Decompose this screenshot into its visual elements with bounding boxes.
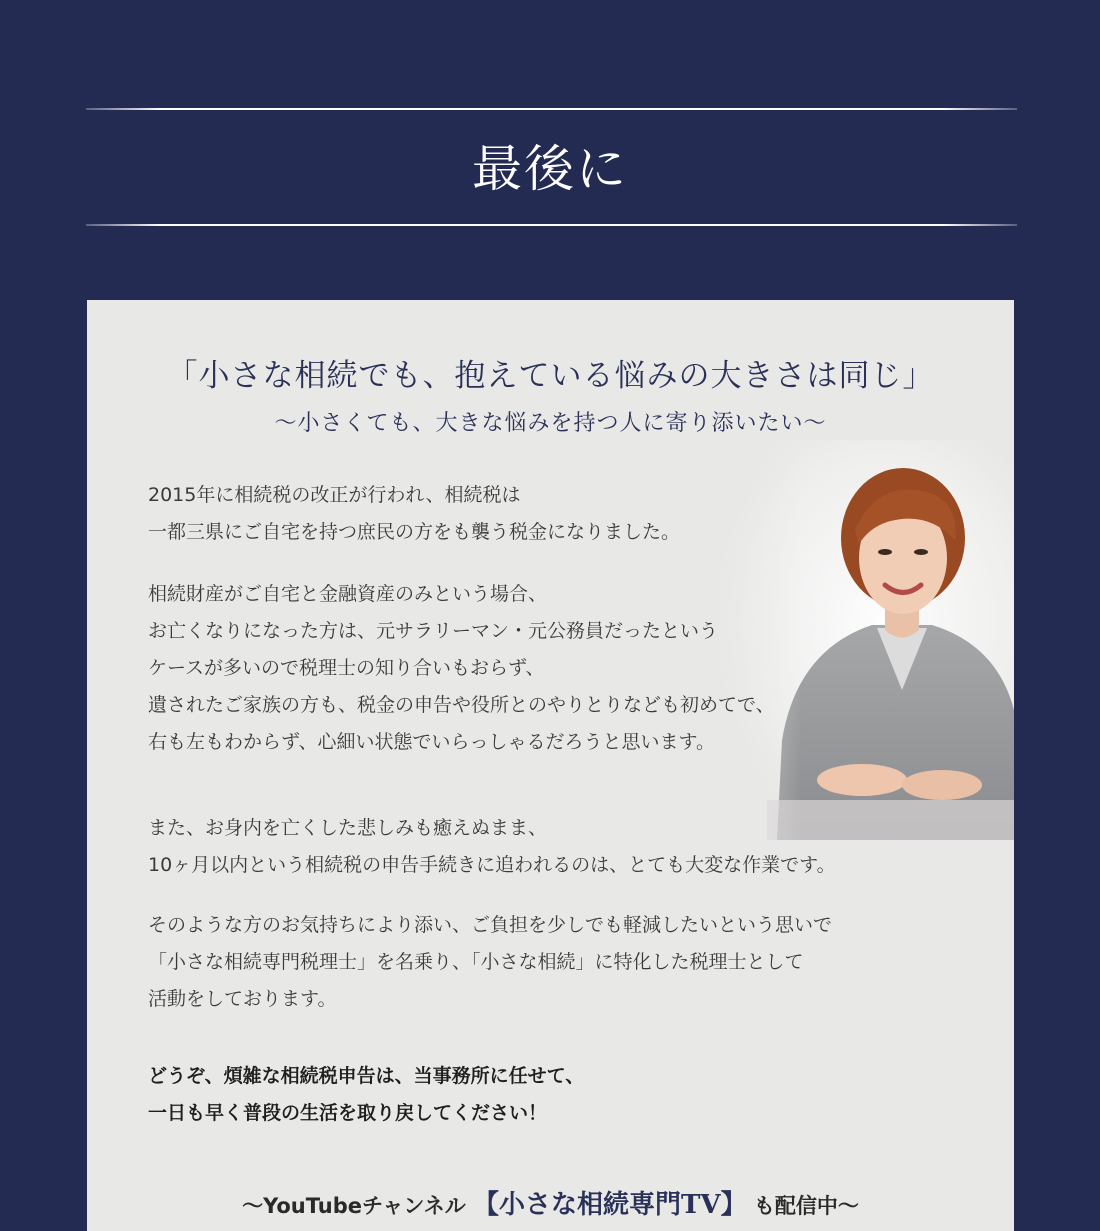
paragraph-3-line: 10ヶ月以内という相続税の申告手続きに追われるのは、とても大変な作業です。 bbox=[148, 854, 836, 876]
paragraph-2 bbox=[148, 576, 775, 761]
paragraph-1-line: 一都三県にご自宅を持つ庶民の方をも襲う税金になりました。 bbox=[148, 521, 681, 543]
title-rule-bottom bbox=[86, 224, 1017, 226]
paragraph-2-line: 遺されたご家族の方も、税金の申告や役所とのやりとりなども初めてで、 bbox=[148, 694, 775, 716]
paragraph-2-line: ケースが多いので税理士の知り合いもおらず、 bbox=[148, 657, 545, 679]
headline: 「小さな相続でも、抱えている悩みの大きさは同じ」 bbox=[166, 358, 935, 394]
paragraph-3 bbox=[148, 810, 836, 884]
paragraph-2-line: お亡くなりになった方は、元サラリーマン・元公務員だったという bbox=[148, 620, 719, 642]
paragraph-2-line: 相続財産がご自宅と金融資産のみという場合、 bbox=[148, 583, 548, 605]
closing-message bbox=[148, 1058, 584, 1132]
paragraph-3-line: また、お身内を亡くした悲しみも癒えぬまま、 bbox=[148, 817, 548, 839]
closing-message-line: どうぞ、煩雑な相続税申告は、当事務所に任せて、 bbox=[148, 1065, 585, 1087]
paragraph-4-line: 「小さな相続専門税理士」を名乗り、「小さな相続」に特化した税理士として bbox=[148, 951, 804, 973]
paragraph-2-line: 右も左もわからず、心細い状態でいらっしゃるだろうと思います。 bbox=[148, 731, 715, 753]
youtube-promo-suffix: も配信中～ bbox=[753, 1194, 859, 1218]
youtube-promo-prefix: ～YouTubeチャンネル bbox=[242, 1194, 466, 1218]
youtube-promo bbox=[87, 1185, 1014, 1226]
paragraph-1 bbox=[148, 477, 680, 551]
paragraph-4-line: そのような方のお気持ちにより添い、ご負担を少しでも軽減したいという思いで bbox=[148, 914, 833, 936]
paragraph-1-line: 2015年に相続税の改正が行われ、相続税は bbox=[148, 484, 521, 506]
paragraph-4-line: 活動をしております。 bbox=[148, 988, 337, 1010]
title-rule-top bbox=[86, 108, 1017, 110]
youtube-channel-name: 【小さな相続専門TV】 bbox=[473, 1190, 747, 1220]
closing-message-line: 一日も早く普段の生活を取り戻してください！ bbox=[148, 1102, 548, 1124]
section-title: 最後に bbox=[472, 140, 628, 198]
content-panel bbox=[87, 300, 1014, 1231]
subheadline: ～小さくても、大きな悩みを持つ人に寄り添いたい～ bbox=[274, 411, 827, 436]
paragraph-4 bbox=[148, 907, 832, 1018]
